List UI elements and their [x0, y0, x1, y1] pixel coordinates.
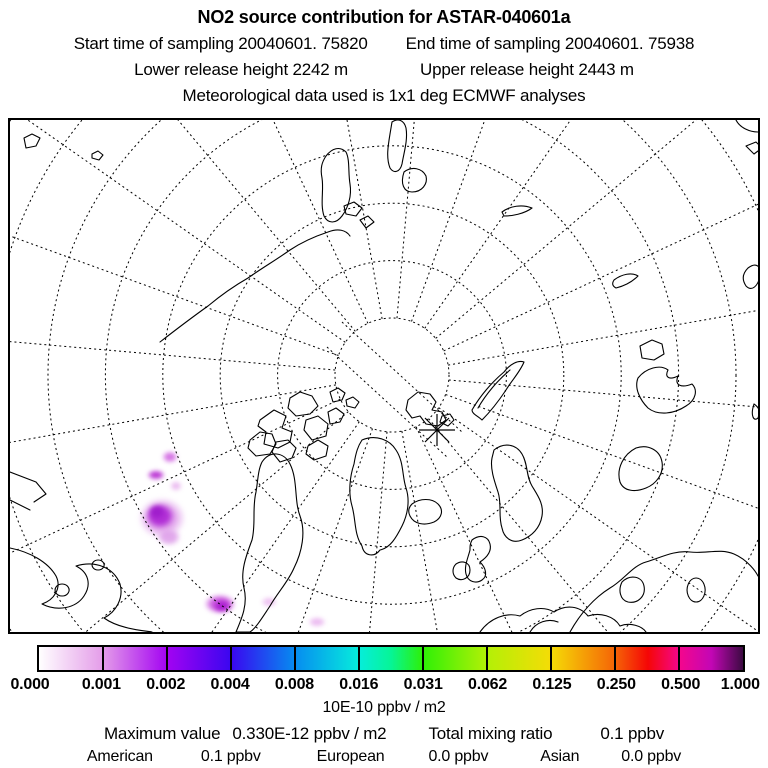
colorbar-units-label: 10E-10 ppbv / m2: [322, 699, 446, 716]
meridian-line: [411, 120, 631, 321]
coastline: [752, 404, 758, 419]
source-asian-label: Asian: [540, 748, 580, 765]
latitude-circle: [48, 120, 736, 632]
meridian-line: [416, 427, 688, 632]
colorbar-tick-label: 0.002: [146, 676, 186, 693]
coastline: [321, 149, 350, 222]
meridian-line: [331, 432, 387, 632]
coastline: [160, 230, 350, 342]
latitude-circle: [105, 120, 678, 632]
coastline: [288, 392, 318, 416]
latitude-circle: [163, 146, 621, 604]
colorbar-tick-label: 0.000: [10, 676, 50, 693]
coastline: [10, 472, 46, 510]
colorbar-divider: [358, 647, 360, 670]
colorbar-divider: [166, 647, 168, 670]
meridian-line: [10, 412, 348, 632]
colorbar-divider: [294, 647, 296, 670]
source-american-value: 0.1 ppbv: [200, 748, 261, 765]
coastline: [24, 134, 103, 160]
total-mixing-ratio-label: Total mixing ratio: [428, 724, 553, 743]
meridian-line: [436, 120, 758, 338]
colorbar-tick-label: 1.000: [720, 676, 760, 693]
lower-release-text: Lower release height 2242 m: [134, 60, 348, 79]
coastline: [640, 340, 664, 360]
coastline: [272, 440, 296, 462]
colorbar-tick-label: 0.125: [532, 676, 572, 693]
latitude-circle: [10, 120, 758, 632]
met-data-text: Meteorological data used is 1x1 deg ECMWF analyses: [182, 86, 586, 105]
coastline: [613, 274, 638, 288]
maximum-value-label: Maximum value: [103, 724, 221, 743]
coastline: [350, 438, 408, 555]
source-american-label: American: [86, 748, 153, 765]
latitude-circle: [10, 120, 758, 632]
colorbar-divider: [422, 647, 424, 670]
map-svg: [10, 120, 758, 632]
graticule: [10, 120, 758, 632]
coastline: [453, 562, 470, 580]
meridian-line: [429, 419, 758, 632]
plot-header: [0, 5, 768, 109]
coastline: [236, 454, 303, 632]
colorbar-divider: [678, 647, 680, 670]
colorbar-divider: [614, 647, 616, 670]
polar-map-frame: [8, 118, 760, 634]
coastline: [743, 265, 758, 288]
colorbar-tick-label: 0.031: [403, 676, 443, 693]
meridian-line: [10, 422, 359, 632]
maximum-value: 0.330E-12 ppbv / m2: [232, 724, 387, 743]
colorbar-tick-label: 0.001: [81, 676, 121, 693]
coastline: [530, 620, 558, 632]
coastline: [328, 388, 359, 424]
meridian-line: [96, 120, 368, 323]
meridian-line: [10, 314, 335, 370]
sampling-times-line: [0, 31, 768, 57]
coastline: [304, 416, 328, 440]
coastline: [619, 447, 662, 491]
colorbar-tick-label: 0.500: [661, 676, 701, 693]
latitude-circle: [10, 120, 758, 632]
stats-row-1: [0, 724, 768, 744]
coastline: [402, 169, 426, 192]
source-european-label: European: [316, 748, 385, 765]
coastline: [502, 206, 532, 216]
meridian-line: [397, 120, 453, 318]
colorbar-tick-label: 0.008: [274, 676, 314, 693]
meridian-line: [444, 120, 758, 351]
colorbar-tick-label: 0.250: [596, 676, 636, 693]
upper-release-text: Upper release height 2443 m: [420, 60, 634, 79]
stats-row-2: [0, 748, 768, 766]
colorbar-divider: [230, 647, 232, 670]
colorbar-tick-labels: [10, 676, 760, 696]
sampling-start-text: Start time of sampling 20040601. 75820: [73, 34, 368, 53]
source-european-value: 0.0 ppbv: [428, 748, 489, 765]
coastline: [480, 607, 646, 632]
colorbar-divider: [486, 647, 488, 670]
meridian-line: [402, 431, 514, 632]
plot-title: NO2 source contribution for ASTAR-040601a: [197, 7, 571, 27]
meridian-line: [449, 380, 758, 436]
colorbar-divider: [102, 647, 104, 670]
latitude-circle: [10, 120, 758, 632]
coastline: [472, 361, 524, 420]
met-data-line: [0, 83, 768, 109]
colorbar: [37, 645, 745, 672]
coastlines: [10, 120, 758, 632]
source-asian-value: 0.0 ppbv: [621, 748, 682, 765]
colorbar-tick-label: 0.016: [339, 676, 379, 693]
meridian-line: [153, 429, 373, 632]
coastline: [570, 551, 758, 632]
colorbar-divider: [550, 647, 552, 670]
meridian-line: [10, 136, 338, 356]
coastline: [409, 500, 442, 525]
release-location-marker: [419, 414, 455, 446]
coastline: [687, 578, 705, 602]
latitude-circle: [220, 203, 564, 547]
meridian-line: [10, 120, 355, 331]
total-mixing-ratio-value: 0.1 ppbv: [600, 724, 665, 743]
latitude-circle: [278, 261, 507, 490]
meridian-line: [439, 408, 758, 632]
sampling-end-text: End time of sampling 20040601. 75938: [405, 34, 695, 53]
coastline: [637, 367, 696, 413]
coastline: [344, 202, 374, 228]
release-heights-line: [0, 57, 768, 83]
latitude-circle: [335, 318, 449, 432]
coastline: [10, 548, 152, 632]
colorbar-tick-label: 0.004: [210, 676, 250, 693]
coastline: [736, 120, 758, 154]
colorbar-tick-label: 0.062: [468, 676, 508, 693]
latitude-circle: [10, 120, 758, 632]
coastline: [478, 370, 510, 408]
meridian-line: [448, 253, 758, 365]
coastline: [620, 577, 644, 602]
meridian-line: [10, 120, 345, 342]
coastline: [306, 440, 328, 460]
